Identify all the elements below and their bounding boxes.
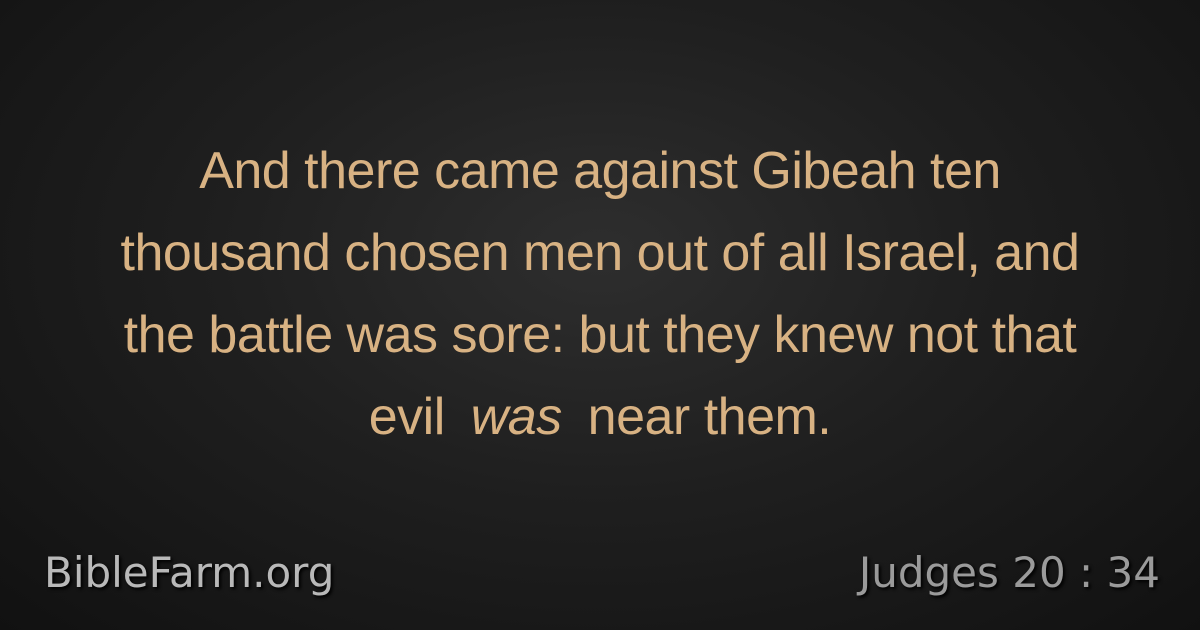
site-watermark: BibleFarm.org <box>44 548 335 597</box>
verse-line-1: And there came against Gibeah ten <box>199 142 1001 200</box>
verse-line-2: thousand chosen men out of all Israel, and <box>120 224 1080 282</box>
verse-line-4-start: evil <box>368 388 445 446</box>
verse-text <box>40 130 1160 458</box>
verse-line-4 <box>40 376 1160 458</box>
verse-line-4-end: near them. <box>587 388 832 446</box>
verse-reference: Judges 20 : 34 <box>858 548 1160 597</box>
verse-line-3: the battle was sore: but they knew not that <box>123 306 1077 364</box>
verse-italic-word: was <box>470 388 562 446</box>
